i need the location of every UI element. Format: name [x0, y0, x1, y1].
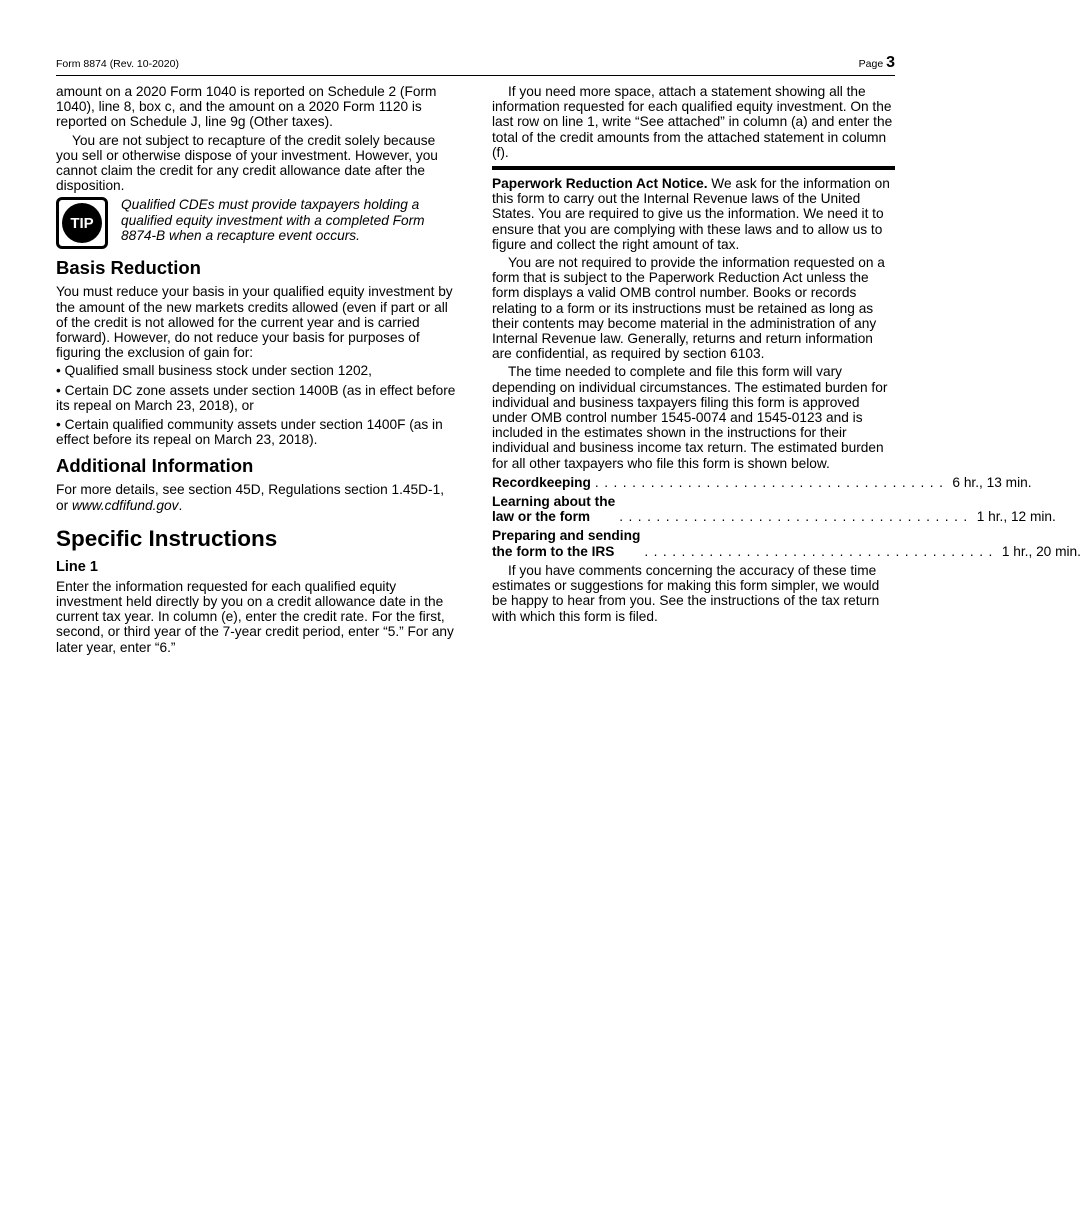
time-label-text: Preparing and sending — [492, 528, 641, 544]
pra-notice-paragraph — [492, 176, 895, 252]
bullet-item: • Certain qualified community assets under section 1400F (as in effect before its repeal on March 23, 2018). — [56, 417, 443, 448]
page-header — [56, 53, 895, 76]
leader-dots: ...................................... — [644, 543, 998, 559]
comments-paragraph: If you have comments concerning the accuracy of these time estimates or suggestions for making this form simpler, we would be happy to hear from you. See the instructions of the tax return with which this form is filed. — [492, 562, 880, 624]
burden-paragraph: The time needed to complete and file this form will vary depending on individual circumstances. The estimated burden for individual and business taxpayers filing this form is approved under OMB control number 1545-0074 and 1545-0123 and is included in the estimates shown in the instructions for their individual and business income tax return. The estimated burden for all other taxpayers who file this form is shown below. — [492, 364, 888, 471]
form-id: Form 8874 (Rev. 10-2020) — [56, 58, 179, 70]
time-label-text: Learning about the — [492, 494, 616, 510]
leader-dots: ...................................... — [619, 509, 973, 525]
page-number-label — [859, 54, 895, 72]
time-value: 1 hr., 20 min. — [1001, 543, 1081, 559]
disposition-paragraph: You are not subject to recapture of the credit solely because you sell or otherwise dispose of your investment. However, you cannot claim the credit for any credit allowance date after the disposition. — [56, 132, 438, 194]
time-estimate-row — [492, 528, 1081, 559]
leader-dots: ...................................... — [594, 474, 949, 490]
left-column — [56, 84, 456, 658]
time-label — [492, 494, 615, 524]
bullet-item: • Certain DC zone assets under section 1400B (as in effect before its repeal on March 23, 2018), or — [56, 382, 456, 413]
page-label: Page — [858, 58, 884, 70]
line-1-heading: Line 1 — [56, 558, 98, 575]
bullet-item: • Qualified small business stock under section 1202, — [56, 363, 372, 379]
time-estimate-row — [492, 494, 1056, 525]
time-label-text: the form to the IRS — [492, 543, 615, 559]
document-page — [56, 0, 1081, 1230]
time-estimate-row — [492, 474, 1032, 490]
basis-reduction-heading: Basis Reduction — [56, 257, 201, 279]
right-column — [492, 84, 1081, 627]
basis-reduction-paragraph: You must reduce your basis in your qualified equity investment by the amount of the new markets credits allowed (even if part or all of the credit is not allowed for the current year and is carried forward). However, do not reduce your basis for purposes of figuring the exclusion of gain for: — [56, 284, 453, 361]
additional-information-paragraph — [56, 482, 456, 512]
omb-paragraph: You are not required to provide the information requested on a form that is subject to the Paperwork Reduction Act unless the form displays a valid OMB control number. Books or records relating to a form or its instructions must be retained as long as their contents may become material in the administration of any Internal Revenue law. Generally, returns and return information are confidential, as required by section 6103. — [492, 255, 885, 362]
pra-text: We ask for the information on this form to carry out the Internal Revenue laws of the United States. You are required to give us the information. We need it to ensure that you are complying with these laws and to allow us to figure and collect the right amount of tax. — [492, 176, 890, 252]
more-space-paragraph: If you need more space, attach a statement showing all the information requested for each qualified equity investment. On the last row on line 1, write “See attached” in column (a) and enter the total of the credit amounts from the attached statement in column (f). — [492, 84, 893, 160]
recapture-paragraph: amount on a 2020 Form 1040 is reported on Schedule 2 (Form 1040), line 8, box c, and the amount on a 2020 Form 1120 is reported on Schedule J, line 9g (Other taxes). — [56, 84, 437, 130]
tip-box — [56, 197, 456, 249]
time-label-text: law or the form — [492, 509, 591, 525]
specific-instructions-heading: Specific Instructions — [56, 525, 278, 551]
tip-icon — [56, 197, 108, 249]
time-label — [492, 528, 640, 558]
additional-text: For more details, see section 45D, Regulations section 1.45D-1, or — [56, 482, 445, 513]
additional-information-heading: Additional Information — [56, 455, 254, 477]
time-label — [492, 475, 591, 490]
tip-label: TIP — [62, 203, 102, 243]
time-value: 1 hr., 12 min. — [976, 509, 1056, 525]
time-value: 6 hr., 13 min. — [952, 474, 1032, 490]
time-label-text: Recordkeeping — [492, 474, 591, 490]
additional-text-end: . — [178, 497, 183, 513]
line-1-paragraph: Enter the information requested for each qualified equity investment held directly by you on a credit allowance date in the current tax year. In column (e), enter the credit rate. For the first, second, or third year of the 7-year credit period, enter “5.” For any later year, enter “6.” — [56, 578, 454, 655]
section-divider — [492, 166, 895, 170]
page-number: 3 — [886, 54, 895, 71]
pra-title: Paperwork Reduction Act Notice. — [492, 176, 708, 192]
cdfi-fund-link[interactable]: www.cdfifund.gov — [71, 497, 179, 513]
tip-text: Qualified CDEs must provide taxpayers holding a qualified equity investment with a completed Form 8874-B when a recapture event occurs. — [121, 197, 425, 243]
